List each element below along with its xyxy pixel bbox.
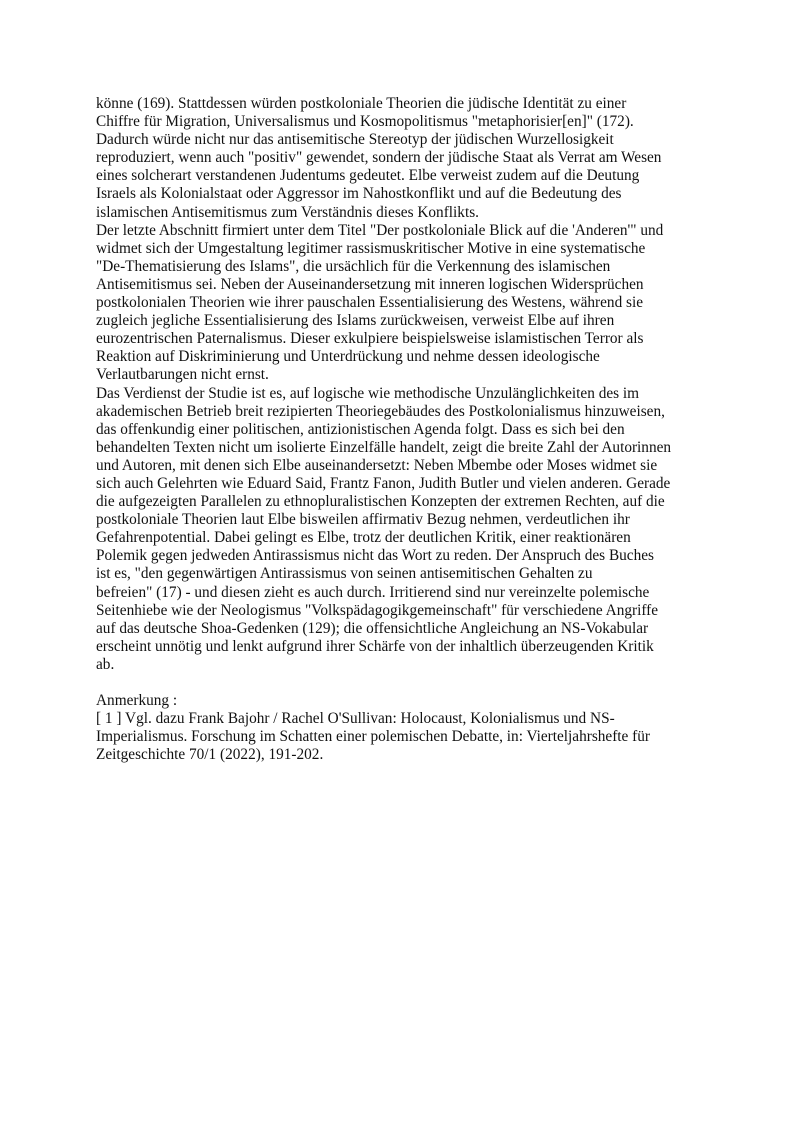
footnote-line: [ 1 ] Vgl. dazu Frank Bajohr / Rachel O'Sullivan: Holocaust, Kolonialismus und NS-: [96, 710, 615, 728]
paragraph-1: [96, 95, 712, 222]
text-line: widmet sich der Umgestaltung legitimer rassismuskritischer Motive in eine systematische: [96, 239, 646, 257]
text-line: reproduziert, wenn auch "positiv" gewendet, sondern der jüdische Staat als Verrat am Wesen: [96, 149, 662, 167]
text-line: Chiffre für Migration, Universalismus und Kosmopolitismus "metaphorisier[en]" (172).: [96, 113, 634, 131]
text-line: Israels als Kolonialstaat oder Aggressor im Nahostkonflikt und auf die Bedeutung des: [96, 185, 622, 203]
text-line: "De-Thematisierung des Islams", die ursächlich für die Verkennung des islamischen: [96, 257, 611, 275]
text-line: Verlautbarungen nicht ernst.: [96, 366, 269, 384]
text-line: sich auch Gelehrten wie Eduard Said, Frantz Fanon, Judith Butler und vielen anderen. Gerade: [96, 474, 671, 492]
text-line: islamischen Antisemitismus zum Verständnis dieses Konflikts.: [96, 203, 479, 221]
text-line: postkolonialen Theorien wie ihrer pauschalen Essentialisierung des Westens, während sie: [96, 294, 644, 312]
text-line: ab.: [96, 655, 115, 673]
paragraph-3: [96, 385, 712, 675]
text-line: eurozentrischen Paternalismus. Dieser exkulpiere beispielsweise islamistischen Terror als: [96, 330, 644, 348]
text-line: könne (169). Stattdessen würden postkoloniale Theorien die jüdische Identität zu einer: [96, 95, 627, 112]
text-line: Das Verdienst der Studie ist es, auf logische wie methodische Unzulänglichkeiten des im: [96, 384, 640, 402]
footnote-line: Imperialismus. Forschung im Schatten einer polemischen Debatte, in: Vierteljahrshefte für: [96, 728, 651, 746]
text-line: Der letzte Abschnitt firmiert unter dem Titel "Der postkoloniale Blick auf die 'Anderen'" und: [96, 221, 664, 239]
text-line: und Autoren, mit denen sich Elbe auseinandersetzt: Neben Mbembe oder Moses widmet sie: [96, 456, 658, 474]
document-page: [96, 95, 712, 764]
text-line: Reaktion auf Diskriminierung und Unterdrückung und nehme dessen ideologische: [96, 348, 600, 366]
notes-section: [96, 692, 712, 764]
text-line: eines solcherart verstandenen Judentums gedeutet. Elbe verweist zudem auf die Deutung: [96, 167, 640, 185]
paragraph-2: [96, 222, 712, 385]
footnote-line: Zeitgeschichte 70/1 (2022), 191-202.: [96, 746, 324, 764]
text-line: behandelten Texten nicht um isolierte Einzelfälle handelt, zeigt die breite Zahl der Autorinnen: [96, 438, 672, 456]
text-line: akademischen Betrieb breit rezipierten Theoriegebäudes des Postkolonialismus hinzuweisen,: [96, 402, 665, 420]
text-line: die aufgezeigten Parallelen zu ethnopluralistischen Konzepten der extremen Rechten, auf die: [96, 493, 665, 511]
text-line: postkoloniale Theorien laut Elbe bisweilen affirmativ Bezug nehmen, verdeutlichen ihr: [96, 511, 630, 529]
text-line: Gefahrenpotential. Dabei gelingt es Elbe, trotz der deutlichen Kritik, einer reaktionären: [96, 529, 631, 547]
text-line: erscheint unnötig und lenkt aufgrund ihrer Schärfe von der inhaltlich überzeugenden Kritik: [96, 637, 654, 655]
blank-line: [96, 674, 712, 692]
text-line: Antisemitismus sei. Neben der Auseinandersetzung mit inneren logischen Widersprüchen: [96, 275, 644, 293]
text-line: das offenkundig einer politischen, antizionistischen Agenda folgt. Dass es sich bei den: [96, 420, 625, 438]
text-line: Seitenhiebe wie der Neologismus "Volkspädagogikgemeinschaft" für verschiedene Angriffe: [96, 601, 659, 619]
text-line: zugleich jegliche Essentialisierung des Islams zurückweisen, verweist Elbe auf ihren: [96, 312, 615, 330]
text-line: auf das deutsche Shoa-Gedenken (129); die offensichtliche Angleichung an NS-Vokabular: [96, 619, 649, 637]
text-line: ist es, "den gegenwärtigen Antirassismus von seinen antisemitischen Gehalten zu: [96, 565, 593, 583]
text-line: Polemik gegen jedweden Antirassismus nicht das Wort zu reden. Der Anspruch des Buches: [96, 547, 654, 565]
text-line: Dadurch würde nicht nur das antisemitische Stereotyp der jüdischen Wurzellosigkeit: [96, 131, 614, 149]
note-heading: Anmerkung :: [96, 692, 178, 710]
text-line: befreien" (17) - und diesen zieht es auch durch. Irritierend sind nur vereinzelte polemische: [96, 583, 650, 601]
